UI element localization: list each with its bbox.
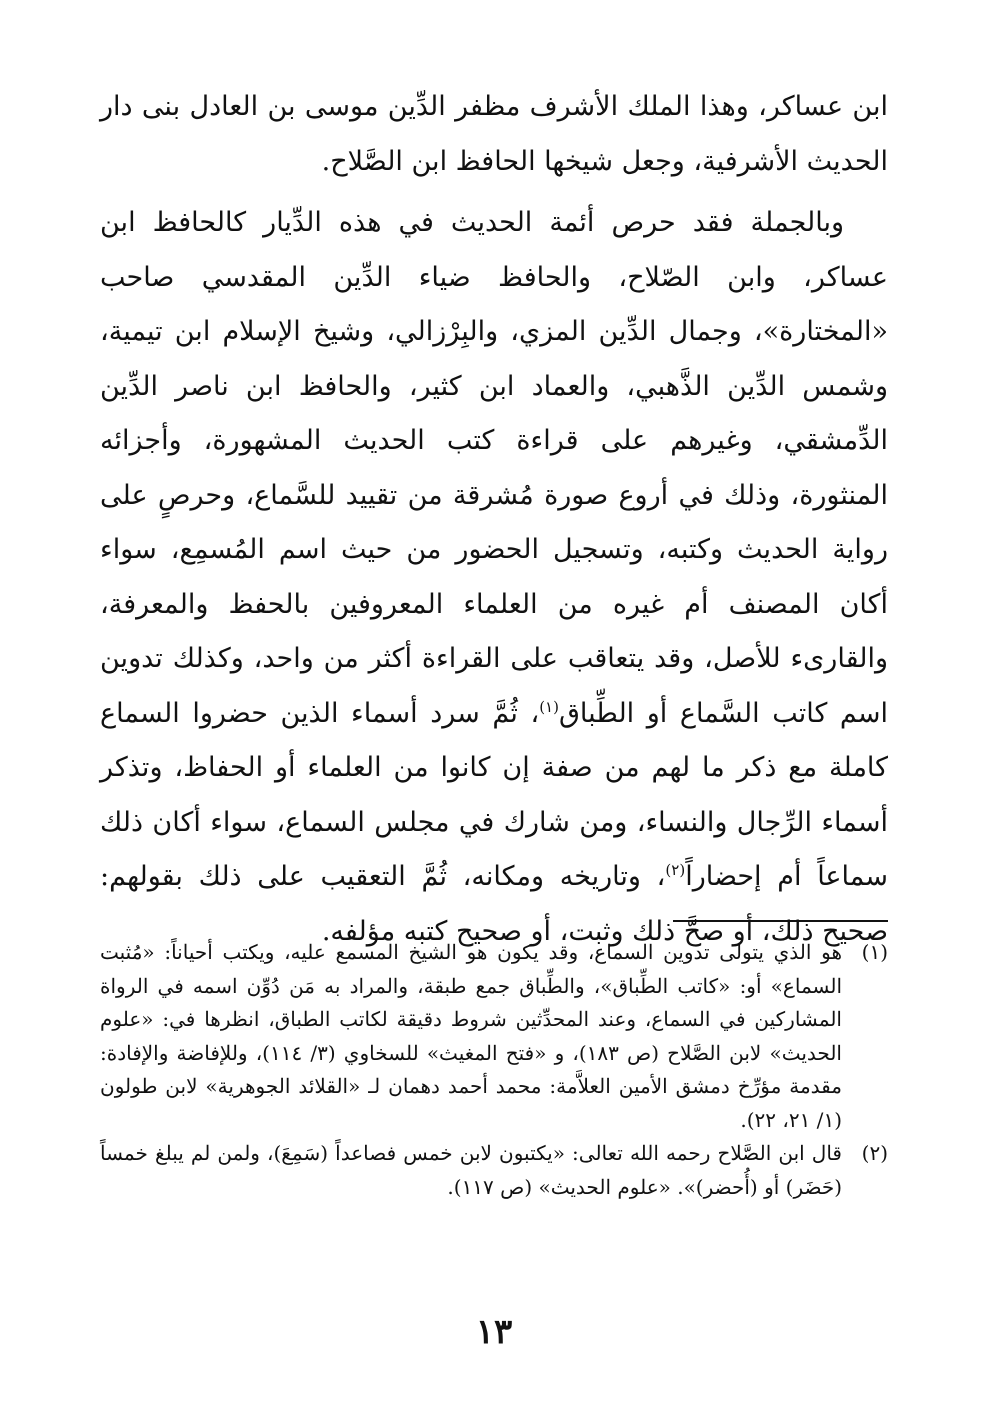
footnote-2 [100,1137,888,1204]
main-text [100,80,888,959]
paragraph-2-part-2: ، ثُمَّ سرد أسماء الذين حضروا السماع كاملة مع ذكر ما لهم من صفة إن كانوا من العلماء أو الحفاظ، وتذكر أسماء الرِّجال والنساء، ومن شارك في مجلس السماع، سواء أكان ذلك سماعاً أم إحضاراً [100,697,888,892]
paragraph-2 [100,196,888,959]
footnote-1 [100,936,888,1137]
footnote-text: هو الذي يتولى تدوين السماع، وقد يكون هو الشيخ المسمع عليه، ويكتب أحياناً: «مُثبت السماع» أو: «كاتب الطِّباق»، والطِّباق جمع طبقة، والمراد به مَن دُوِّن اسمه في الرواة المشاركين في السماع، وعند المحدِّثين شروط دقيقة لكاتب الطباق، انظرها في: «علوم الحديث» لابن الصَّلاح (ص ١٨٣)، و «فتح المغيث» للسخاوي (٣/ ١١٤)، وللإفاضة والإفادة: مقدمة مؤرِّخ دمشق الأمين العلاَّمة: محمد أحمد دهمان لـ «القلائد الجوهرية» لابن طولون (١/ ٢١، ٢٢). [100,940,842,1132]
footnote-number: (٢) [861,1141,888,1165]
footnote-separator [673,920,888,922]
page-number: ١٣ [475,1312,513,1352]
footnote-number: (١) [861,940,888,964]
footnote-ref-1[interactable]: (١) [539,697,559,716]
paragraph-2-part-1: وبالجملة فقد حرص أئمة الحديث في هذه الدِّيار كالحافظ ابن عساكر، وابن الصّلاح، والحافظ ضياء الدِّين المقدسي صاحب «المختارة»، وجمال الدِّين المزي، والبِرْزالي، وشيخ الإسلام ابن تيمية، وشمس الدِّين الذَّهبي، والعماد ابن كثير، والحافظ ابن ناصر الدِّين الدِّمشقي، وغيرهم على قراءة كتب الحديث المشهورة، وأجزائه المنثورة، وذلك في أروع صورة مُشرقة من تقييد للسَّماع، وحرصٍ على رواية الحديث وكتبه، وتسجيل الحضور من حيث اسم المُسمِع، سواء أكان المصنف أم غيره من العلماء المعروفين بالحفظ والمعرفة، والقارىء للأصل، وقد يتعاقب على القراءة أكثر من واحد، وكذلك تدوين اسم كاتب السَّماع أو الطِّباق [100,207,889,729]
paragraph-2-part-3: ، وتاريخه ومكانه، ثُمَّ التعقيب على ذلك بقولهم: صحيح ذلك، أو صحَّ ذلك وثبت، أو صحيح كتبه مؤلفه. [100,861,888,947]
paragraph-1: ابن عساكر، وهذا الملك الأشرف مظفر الدِّين موسى بن العادل بنى دار الحديث الأشرفية، وجعل شيخها الحافظ ابن الصَّلاح. [100,91,888,177]
footnote-text: قال ابن الصَّلاح رحمه الله تعالى: «يكتبون لابن خمس فصاعداً (سَمِعَ)، ولمن لم يبلغ خمساً (حَضَر) أو (أُحضر)». «علوم الحديث» (ص ١١٧). [100,1141,842,1199]
footnotes [100,936,888,1204]
footnote-ref-2[interactable]: (٢) [665,861,686,879]
book-page [100,80,888,1370]
